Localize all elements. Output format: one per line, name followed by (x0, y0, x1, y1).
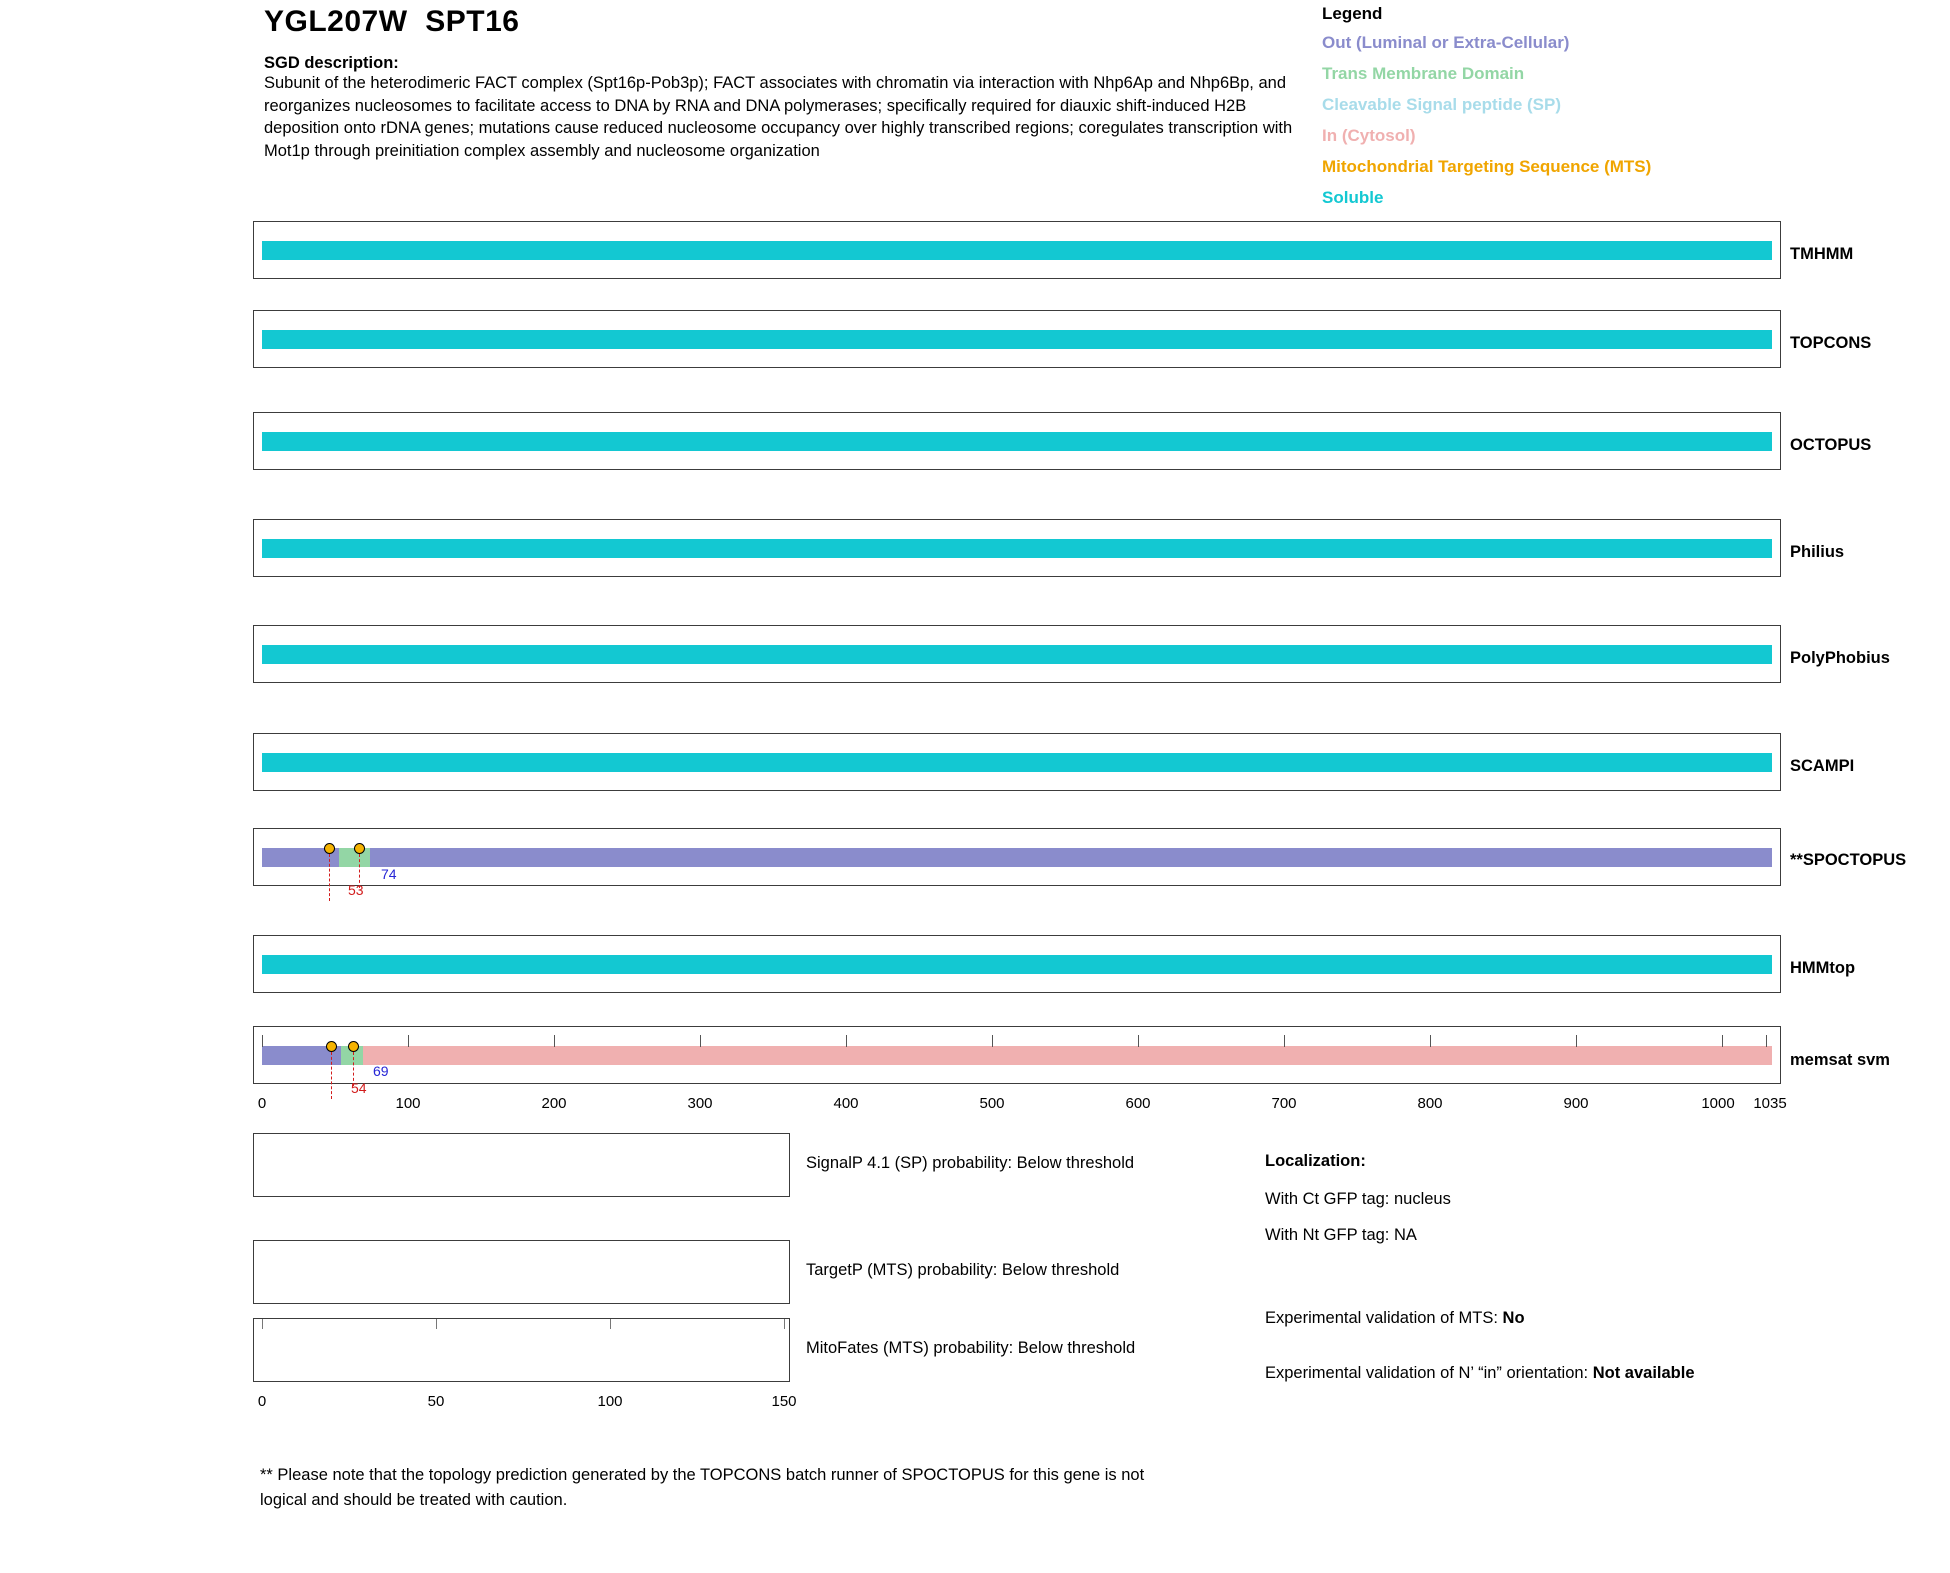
mitofates-axis (253, 1384, 797, 1414)
axis-tick (846, 1035, 847, 1047)
segment-soluble (262, 330, 1772, 349)
track-bar (262, 432, 1772, 451)
axis-tick-label: 700 (1271, 1095, 1297, 1112)
track-label-scampi: SCAMPI (1790, 757, 1855, 775)
orientation-validation (1265, 1360, 1885, 1387)
axis-tick-label: 1035 (1753, 1095, 1787, 1112)
axis-tick (1576, 1035, 1577, 1047)
track-label-polyphobius: PolyPhobius (1790, 649, 1890, 667)
legend-item-in: In (Cytosol) (1322, 126, 1416, 145)
axis-tick-label: 1000 (1701, 1095, 1735, 1112)
segment-in (363, 1046, 1772, 1065)
track-bar (262, 848, 1772, 867)
axis-tick (262, 1319, 263, 1329)
localization-ct-gfp: With Ct GFP tag: nucleus (1265, 1190, 1451, 1208)
legend-item-tmd: Trans Membrane Domain (1322, 64, 1525, 83)
track-bar (262, 1046, 1772, 1065)
axis-tick (408, 1035, 409, 1047)
track-label-memsat-svm: memsat svm (1790, 1051, 1890, 1069)
track-label-philius: Philius (1790, 543, 1845, 561)
track-bar (262, 645, 1772, 664)
legend-item-sp: Cleavable Signal peptide (SP) (1322, 95, 1562, 114)
track-label-spoctopus: **SPOCTOPUS (1790, 851, 1907, 869)
axis-tick (1722, 1035, 1723, 1047)
track-topcons (253, 310, 1781, 368)
axis-tick-label: 100 (395, 1095, 421, 1112)
axis-tick-label: 0 (257, 1095, 267, 1112)
panel-mitofates-caption: MitoFates (MTS) probability: Below threshold (806, 1339, 1136, 1357)
orientation-validation-value: Not available (1592, 1364, 1695, 1382)
track-label-hmmtop: HMMtop (1790, 959, 1856, 977)
track-philius (253, 519, 1781, 577)
legend-title: Legend (1322, 4, 1383, 23)
segment-soluble (262, 753, 1772, 772)
track-polyphobius (253, 625, 1781, 683)
legend (1322, 4, 1922, 213)
axis-tick-label: 50 (427, 1393, 445, 1410)
page-title (264, 5, 519, 39)
sgd-description-label: SGD description: (264, 54, 399, 72)
axis-tick-label: 900 (1563, 1095, 1589, 1112)
track-bar (262, 539, 1772, 558)
marker-label-53: 53 (348, 882, 364, 898)
gene-id: YGL207W (264, 5, 408, 38)
segment-soluble (262, 645, 1772, 664)
track-bar (262, 753, 1772, 772)
axis-tick (554, 1035, 555, 1047)
axis-tick-label: 0 (257, 1393, 267, 1410)
axis-tick-label: 400 (833, 1095, 859, 1112)
track-memsat-svm (253, 1026, 1781, 1084)
axis-tick-label: 200 (541, 1095, 567, 1112)
sgd-description-text: Subunit of the heterodimeric FACT complex (Spt16p-Pob3p); FACT associates with chromatin via interaction with Nhp6Ap and Nhp6Bp, and reorganizes nucleosomes to facilitate access to DNA by RNA and DNA polymerases; specifically required for diauxic shift-induced H2B deposition onto rDNA genes; mutations cause reduced nucleosome occupancy over highly transcribed regions; coregulates transcription with Mot1p through preinitiation complex assembly and nucleosome organization (264, 74, 1293, 160)
axis-tick-label: 300 (687, 1095, 713, 1112)
segment-soluble (262, 955, 1772, 974)
main-axis (253, 1086, 1787, 1116)
mts-validation (1265, 1305, 1885, 1332)
marker-label-74: 74 (381, 866, 397, 882)
track-octopus (253, 412, 1781, 470)
legend-item-out: Out (Luminal or Extra-Cellular) (1322, 33, 1570, 52)
axis-tick-label: 150 (771, 1393, 797, 1410)
marker-dot-54 (326, 1041, 337, 1052)
marker-label-54: 54 (351, 1080, 367, 1096)
axis-tick (1138, 1035, 1139, 1047)
legend-item-mts: Mitochondrial Targeting Sequence (MTS) (1322, 157, 1652, 176)
track-label-octopus: OCTOPUS (1790, 436, 1872, 454)
gene-name: SPT16 (425, 5, 520, 38)
axis-tick (1430, 1035, 1431, 1047)
segment-soluble (262, 539, 1772, 558)
marker-dot-74 (354, 843, 365, 854)
track-scampi (253, 733, 1781, 791)
marker-label-69: 69 (373, 1063, 389, 1079)
axis-tick (700, 1035, 701, 1047)
track-tmhmm (253, 221, 1781, 279)
mts-validation-label: Experimental validation of MTS: (1265, 1309, 1503, 1327)
panel-signalp-caption: SignalP 4.1 (SP) probability: Below threshold (806, 1154, 1135, 1172)
localization-nt-gfp: With Nt GFP tag: NA (1265, 1226, 1417, 1244)
axis-tick (262, 1035, 263, 1047)
axis-tick (992, 1035, 993, 1047)
track-bar (262, 955, 1772, 974)
mts-validation-value: No (1502, 1309, 1525, 1327)
marker-dot-53 (324, 843, 335, 854)
panel-targetp (253, 1240, 790, 1304)
track-spoctopus (253, 828, 1781, 886)
segment-out (370, 848, 1772, 867)
marker-dot-69 (348, 1041, 359, 1052)
orientation-validation-label: Experimental validation of N’ “in” orientation: (1265, 1364, 1593, 1382)
axis-tick (436, 1319, 437, 1329)
marker-line-53 (329, 854, 330, 901)
track-hmmtop (253, 935, 1781, 993)
localization-title: Localization: (1265, 1152, 1366, 1170)
segment-soluble (262, 432, 1772, 451)
footnote: ** Please note that the topology prediction generated by the TOPCONS batch runner of SPOCTOPUS for this gene is not logical and should be treated with caution. (260, 1466, 1145, 1509)
axis-tick (1284, 1035, 1285, 1047)
axis-tick (1766, 1035, 1767, 1047)
track-label-topcons: TOPCONS (1790, 334, 1872, 352)
segment-soluble (262, 241, 1772, 260)
axis-tick-label: 100 (597, 1393, 623, 1410)
track-bar (262, 330, 1772, 349)
axis-tick-label: 800 (1417, 1095, 1443, 1112)
axis-tick-label: 600 (1125, 1095, 1151, 1112)
axis-tick-label: 500 (979, 1095, 1005, 1112)
track-label-tmhmm: TMHMM (1790, 245, 1854, 263)
axis-tick (610, 1319, 611, 1329)
panel-mitofates (253, 1318, 790, 1382)
panel-targetp-caption: TargetP (MTS) probability: Below threshold (806, 1261, 1120, 1279)
panel-signalp (253, 1133, 790, 1197)
track-bar (262, 241, 1772, 260)
legend-item-soluble: Soluble (1322, 188, 1384, 207)
axis-tick (784, 1319, 785, 1329)
